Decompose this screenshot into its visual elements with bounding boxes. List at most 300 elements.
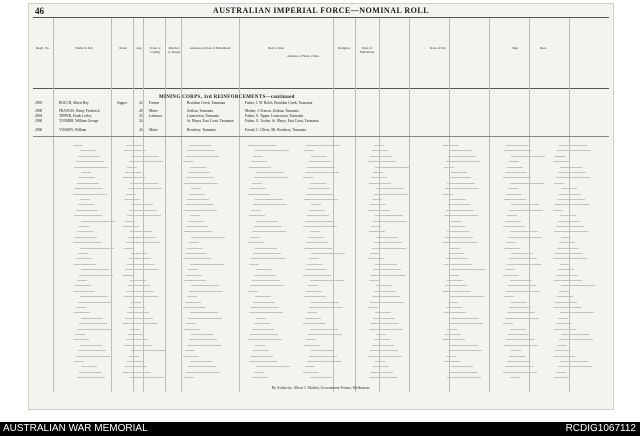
bleed-through-stroke bbox=[128, 334, 144, 335]
bleed-through-stroke bbox=[555, 253, 583, 254]
bleed-through-stroke bbox=[74, 361, 84, 362]
bleed-through-stroke bbox=[254, 372, 264, 373]
bleed-through-stroke bbox=[504, 150, 532, 151]
bleed-through-stroke bbox=[504, 248, 520, 249]
bleed-through-stroke bbox=[306, 194, 334, 195]
bleed-through-stroke bbox=[186, 372, 220, 373]
bleed-through-stroke bbox=[127, 361, 143, 362]
bleed-through-stroke bbox=[130, 329, 140, 330]
bleed-through-stroke bbox=[310, 377, 332, 378]
bleed-through-stroke bbox=[554, 377, 570, 378]
bleed-through-stroke bbox=[306, 242, 328, 243]
table-row bbox=[33, 101, 609, 105]
record-id: RCDIG1067112 bbox=[565, 423, 636, 434]
bleed-through-stroke bbox=[507, 215, 517, 216]
bleed-through-stroke bbox=[308, 285, 318, 286]
bleed-through-stroke bbox=[185, 253, 207, 254]
bleed-through-stroke bbox=[446, 210, 474, 211]
bleed-through-stroke bbox=[309, 356, 337, 357]
bleed-through-stroke bbox=[254, 275, 276, 276]
bleed-through-stroke bbox=[127, 312, 149, 313]
bleed-through-stroke bbox=[78, 204, 94, 205]
bleed-through-stroke bbox=[190, 361, 212, 362]
rank: Sapper bbox=[117, 101, 127, 105]
bleed-through-stroke bbox=[446, 356, 456, 357]
bleed-through-stroke bbox=[506, 242, 516, 243]
bleed-through-stroke bbox=[187, 296, 197, 297]
bleed-through-stroke bbox=[509, 356, 525, 357]
bleed-through-stroke bbox=[125, 366, 147, 367]
col-header-kin: Next of Kin bbox=[267, 46, 285, 50]
bleed-through-stroke bbox=[376, 237, 398, 238]
bleed-through-stroke bbox=[557, 150, 591, 151]
bleed-through-stroke bbox=[555, 302, 577, 303]
bleed-through-row bbox=[33, 257, 609, 260]
bleed-through-row bbox=[33, 241, 609, 244]
bleed-through-stroke bbox=[506, 291, 540, 292]
bleed-through-stroke bbox=[80, 150, 96, 151]
bleed-through-stroke bbox=[375, 167, 409, 168]
bleed-through-stroke bbox=[509, 307, 531, 308]
next-of-kin: Friend, C. Oliver, Mt. Rosebery, Tasmania bbox=[245, 128, 306, 132]
bleed-through-stroke bbox=[368, 161, 396, 162]
bleed-through-stroke bbox=[256, 366, 290, 367]
bleed-through-stroke bbox=[252, 280, 280, 281]
bleed-through-stroke bbox=[559, 242, 575, 243]
bleed-through-stroke bbox=[376, 188, 404, 189]
bleed-through-stroke bbox=[505, 269, 515, 270]
col-header-date: Date bbox=[539, 46, 547, 50]
section-heading: MINING CORPS, 3rd REINFORCEMENTS—continued bbox=[159, 95, 295, 100]
bleed-through-stroke bbox=[374, 291, 396, 292]
bleed-through-stroke bbox=[507, 167, 523, 168]
next-of-kin: Father, G. Tooher, St. Marys, East Coast, Tasmania bbox=[245, 119, 319, 123]
bleed-through-stroke bbox=[129, 356, 139, 357]
bleed-through-stroke bbox=[450, 150, 472, 151]
bleed-through-stroke bbox=[449, 372, 477, 373]
bleed-through-stroke bbox=[126, 242, 160, 243]
bleed-through-stroke bbox=[376, 334, 386, 335]
bleed-through-stroke bbox=[251, 258, 285, 259]
bleed-through-stroke bbox=[553, 258, 587, 259]
bleed-through-stroke bbox=[560, 215, 576, 216]
bleed-through-stroke bbox=[448, 253, 464, 254]
bleed-through-stroke bbox=[511, 204, 539, 205]
bleed-through-row bbox=[33, 203, 609, 206]
bleed-through-stroke bbox=[188, 172, 210, 173]
bleed-through-stroke bbox=[131, 253, 147, 254]
bleed-through-stroke bbox=[123, 177, 145, 178]
bleed-through-stroke bbox=[503, 275, 519, 276]
bleed-through-stroke bbox=[560, 167, 582, 168]
bleed-through-stroke bbox=[445, 334, 461, 335]
table-row bbox=[33, 119, 609, 123]
bleed-through-stroke bbox=[190, 167, 206, 168]
bleed-through-stroke bbox=[555, 156, 565, 157]
bleed-through-stroke bbox=[249, 264, 259, 265]
bleed-through-stroke bbox=[251, 356, 273, 357]
bleed-through-stroke bbox=[504, 296, 514, 297]
bleed-through-stroke bbox=[124, 150, 146, 151]
bleed-through-stroke bbox=[371, 177, 387, 178]
bleed-through-stroke bbox=[449, 226, 465, 227]
bleed-through-row bbox=[33, 322, 609, 325]
bleed-through-stroke bbox=[448, 302, 458, 303]
bleed-through-row bbox=[33, 236, 609, 239]
bleed-through-stroke bbox=[249, 312, 283, 313]
bleed-through-stroke bbox=[311, 302, 339, 303]
bleed-through-stroke bbox=[81, 172, 91, 173]
bleed-through-stroke bbox=[556, 177, 590, 178]
bleed-through-stroke bbox=[129, 161, 163, 162]
next-of-kin: Mother, J. Francis, Zeehan, Tasmania bbox=[245, 109, 299, 113]
bleed-through-stroke bbox=[369, 231, 385, 232]
bleed-through-stroke bbox=[443, 339, 465, 340]
bleed-through-row bbox=[33, 220, 609, 223]
bleed-through-stroke bbox=[446, 258, 468, 259]
bleed-through-stroke bbox=[129, 307, 145, 308]
col-header-no: Regtl. No. bbox=[35, 46, 51, 50]
col-header-name: Name in full bbox=[75, 46, 93, 50]
bleed-through-stroke bbox=[80, 345, 102, 346]
bleed-through-row bbox=[33, 209, 609, 212]
bleed-through-stroke bbox=[77, 329, 111, 330]
bleed-through-stroke bbox=[253, 156, 263, 157]
age: 23 bbox=[139, 114, 143, 118]
bleed-through-stroke bbox=[508, 188, 518, 189]
bleed-through-stroke bbox=[373, 269, 401, 270]
bleed-through-stroke bbox=[80, 199, 90, 200]
bleed-through-stroke bbox=[255, 199, 283, 200]
bleed-through-stroke bbox=[445, 285, 467, 286]
bleed-through-stroke bbox=[255, 296, 271, 297]
bleed-through-stroke bbox=[183, 356, 199, 357]
bleed-through-stroke bbox=[558, 221, 580, 222]
bleed-through-stroke bbox=[77, 183, 99, 184]
bleed-through-stroke bbox=[188, 318, 222, 319]
bleed-through-stroke bbox=[372, 296, 400, 297]
bleed-through-stroke bbox=[506, 339, 534, 340]
bleed-through-row bbox=[33, 295, 609, 298]
bleed-through-stroke bbox=[371, 372, 393, 373]
bleed-through-stroke bbox=[306, 339, 316, 340]
bleed-through-stroke bbox=[186, 226, 208, 227]
bleed-through-stroke bbox=[73, 242, 101, 243]
bleed-through-stroke bbox=[253, 204, 287, 205]
bleed-through-stroke bbox=[557, 199, 585, 200]
bleed-through-stroke bbox=[370, 204, 386, 205]
bleed-through-row bbox=[33, 214, 609, 217]
bleed-through-stroke bbox=[191, 334, 213, 335]
bleed-through-stroke bbox=[189, 291, 223, 292]
bleed-through-stroke bbox=[509, 258, 537, 259]
bleed-through-stroke bbox=[304, 199, 338, 200]
bleed-through-stroke bbox=[444, 312, 466, 313]
bleed-through-stroke bbox=[77, 231, 93, 232]
bleed-through-stroke bbox=[511, 350, 521, 351]
bleed-through-stroke bbox=[251, 161, 267, 162]
bleed-through-row bbox=[33, 328, 609, 331]
bleed-through-stroke bbox=[508, 285, 536, 286]
bleed-through-stroke bbox=[508, 237, 542, 238]
bleed-through-stroke bbox=[451, 172, 467, 173]
bleed-through-stroke bbox=[559, 145, 587, 146]
bleed-through-stroke bbox=[255, 345, 265, 346]
bleed-through-row bbox=[33, 155, 609, 158]
col-header-enlist: Date of Enlistment bbox=[359, 46, 375, 54]
bleed-through-stroke bbox=[368, 356, 402, 357]
bleed-through-stroke bbox=[307, 167, 335, 168]
bleed-through-stroke bbox=[444, 361, 460, 362]
bleed-through-stroke bbox=[255, 248, 277, 249]
bleed-through-stroke bbox=[370, 156, 392, 157]
bleed-through-row bbox=[33, 247, 609, 250]
bleed-through-stroke bbox=[190, 215, 200, 216]
bleed-through-stroke bbox=[509, 161, 519, 162]
bleed-through-stroke bbox=[374, 194, 408, 195]
bleed-through-stroke bbox=[186, 275, 202, 276]
bleed-through-stroke bbox=[451, 366, 473, 367]
column-headers bbox=[33, 18, 609, 88]
bleed-through-stroke bbox=[309, 258, 319, 259]
bleed-through-stroke bbox=[561, 237, 571, 238]
bleed-through-stroke bbox=[554, 280, 582, 281]
bleed-through-stroke bbox=[556, 323, 572, 324]
bleed-through-stroke bbox=[189, 194, 205, 195]
regtl-no: 2904 bbox=[35, 114, 43, 118]
bleed-through-stroke bbox=[249, 167, 271, 168]
bleed-through-stroke bbox=[248, 242, 264, 243]
bleed-through-stroke bbox=[131, 302, 141, 303]
bleed-through-stroke bbox=[251, 210, 261, 211]
bleed-through-stroke bbox=[81, 366, 97, 367]
bleed-through-stroke bbox=[124, 345, 152, 346]
bleed-through-stroke bbox=[558, 269, 574, 270]
bleed-through-row bbox=[33, 149, 609, 152]
bleed-through-stroke bbox=[131, 350, 165, 351]
bleed-through-stroke bbox=[254, 323, 270, 324]
bleed-through-stroke bbox=[306, 145, 340, 146]
bleed-through-stroke bbox=[511, 302, 527, 303]
bleed-through-stroke bbox=[79, 177, 95, 178]
bleed-through-stroke bbox=[308, 334, 342, 335]
bleed-through-stroke bbox=[183, 161, 193, 162]
bleed-through-stroke bbox=[443, 145, 459, 146]
bleed-through-stroke bbox=[130, 183, 158, 184]
bleed-through-stroke bbox=[447, 280, 463, 281]
bleed-through-row bbox=[33, 166, 609, 169]
bleed-through-stroke bbox=[505, 221, 521, 222]
bleed-through-stroke bbox=[185, 204, 213, 205]
bleed-through-stroke bbox=[448, 204, 470, 205]
bleed-through-stroke bbox=[372, 199, 382, 200]
bleed-through-stroke bbox=[307, 312, 317, 313]
bleed-through-stroke bbox=[446, 161, 480, 162]
bleed-through-stroke bbox=[503, 226, 525, 227]
bleed-through-stroke bbox=[369, 280, 379, 281]
bleed-through-stroke bbox=[125, 221, 135, 222]
bleed-through-stroke bbox=[252, 183, 262, 184]
regtl-no: 2960 bbox=[35, 119, 43, 123]
bleed-through-stroke bbox=[311, 253, 345, 254]
bleed-through-stroke bbox=[183, 307, 205, 308]
bleed-through-stroke bbox=[504, 199, 526, 200]
bleed-through-row bbox=[33, 301, 609, 304]
bleed-through-stroke bbox=[510, 377, 520, 378]
table-row bbox=[33, 128, 609, 132]
bleed-through-stroke bbox=[375, 264, 397, 265]
bleed-through-stroke bbox=[449, 275, 459, 276]
bleed-through-stroke bbox=[125, 172, 141, 173]
page-number: 46 bbox=[35, 6, 44, 16]
bleed-through-stroke bbox=[444, 215, 478, 216]
bleed-through-row bbox=[33, 290, 609, 293]
bleed-through-stroke bbox=[190, 264, 224, 265]
bleed-through-stroke bbox=[370, 350, 398, 351]
bleed-through-stroke bbox=[449, 323, 483, 324]
archive-footer-bar bbox=[0, 422, 640, 436]
address: Launceston, Tasmania bbox=[187, 114, 220, 118]
bleed-through-stroke bbox=[79, 323, 107, 324]
bleed-through-stroke bbox=[447, 377, 481, 378]
bleed-through-stroke bbox=[77, 377, 105, 378]
bleed-through-stroke bbox=[250, 334, 278, 335]
bleed-through-stroke bbox=[128, 285, 150, 286]
bleed-through-row bbox=[33, 344, 609, 347]
bleed-through-stroke bbox=[76, 307, 86, 308]
bleed-through-stroke bbox=[74, 264, 96, 265]
bleed-through-stroke bbox=[123, 275, 133, 276]
address: St. Marys, East Coast, Tasmania bbox=[187, 119, 234, 123]
bleed-through-stroke bbox=[561, 285, 595, 286]
bleed-through-stroke bbox=[510, 329, 526, 330]
bleed-through-stroke bbox=[75, 237, 97, 238]
bleed-through-stroke bbox=[368, 307, 378, 308]
bleed-through-stroke bbox=[303, 372, 319, 373]
next-of-kin: Father, J. W. Bolch, Brushbar Creek, Tasmania bbox=[245, 101, 313, 105]
bleed-through-stroke bbox=[256, 318, 266, 319]
roll-page bbox=[28, 3, 614, 410]
bleed-through-stroke bbox=[447, 183, 475, 184]
age: 28 bbox=[139, 109, 143, 113]
bleed-through-stroke bbox=[183, 258, 211, 259]
bleed-through-row bbox=[33, 333, 609, 336]
bleed-through-stroke bbox=[510, 183, 544, 184]
bleed-through-stroke bbox=[371, 226, 381, 227]
bleed-through-stroke bbox=[369, 377, 397, 378]
bleed-through-stroke bbox=[559, 339, 593, 340]
bleed-through-stroke bbox=[186, 177, 214, 178]
bleed-through-stroke bbox=[127, 215, 161, 216]
bleed-through-stroke bbox=[248, 291, 258, 292]
soldier-name: TIPPER, Frank Lesley bbox=[59, 114, 92, 118]
bleed-through-stroke bbox=[129, 210, 157, 211]
bleed-through-stroke bbox=[184, 280, 206, 281]
soldier-name: TOOHER, William George bbox=[59, 119, 99, 123]
bleed-through-stroke bbox=[128, 188, 162, 189]
bleed-through-stroke bbox=[304, 296, 326, 297]
bleed-through-stroke bbox=[445, 188, 479, 189]
regtl-no: 2960 bbox=[35, 128, 43, 132]
bleed-through-stroke bbox=[443, 291, 471, 292]
bleed-through-row bbox=[33, 317, 609, 320]
bleed-through-stroke bbox=[507, 312, 535, 313]
bleed-through-stroke bbox=[81, 221, 115, 222]
bleed-through-stroke bbox=[124, 248, 134, 249]
bleed-through-stroke bbox=[76, 356, 110, 357]
col-header-rank: Rank bbox=[119, 46, 127, 50]
bleed-through-row bbox=[33, 365, 609, 368]
bleed-through-stroke bbox=[255, 150, 289, 151]
bleed-through-stroke bbox=[309, 161, 331, 162]
bleed-through-stroke bbox=[252, 377, 268, 378]
bleed-through-stroke bbox=[79, 226, 89, 227]
bleed-through-stroke bbox=[451, 318, 479, 319]
bleed-through-stroke bbox=[557, 248, 579, 249]
bleed-through-stroke bbox=[368, 210, 390, 211]
bleed-through-stroke bbox=[372, 345, 394, 346]
bleed-through-stroke bbox=[507, 361, 529, 362]
bleed-through-row bbox=[33, 193, 609, 196]
bleed-through-stroke bbox=[249, 215, 265, 216]
bleed-through-stroke bbox=[249, 361, 277, 362]
bleed-through-stroke bbox=[191, 285, 219, 286]
page-title: AUSTRALIAN IMPERIAL FORCE—NOMINAL ROLL bbox=[212, 6, 430, 15]
bleed-through-stroke bbox=[187, 248, 203, 249]
regtl-no: 2908 bbox=[35, 109, 43, 113]
bleed-through-stroke bbox=[307, 361, 341, 362]
header-bottom-rule bbox=[33, 88, 609, 89]
table-row bbox=[33, 109, 609, 113]
bleed-through-stroke bbox=[553, 307, 581, 308]
bleed-through-stroke bbox=[74, 167, 108, 168]
bleed-through-stroke bbox=[556, 275, 578, 276]
bleed-through-row bbox=[33, 230, 609, 233]
soldier-name: BOLCH, Albert Roy bbox=[59, 101, 89, 105]
bleed-through-stroke bbox=[447, 329, 457, 330]
bleed-through-stroke bbox=[373, 318, 395, 319]
bleed-through-stroke bbox=[506, 194, 522, 195]
bleed-through-stroke bbox=[251, 307, 279, 308]
bleed-through-row bbox=[33, 182, 609, 185]
bleed-through-row bbox=[33, 338, 609, 341]
bleed-through-stroke bbox=[185, 350, 195, 351]
bleed-through-stroke bbox=[75, 285, 91, 286]
address: Zeehan, Tasmania bbox=[187, 109, 214, 113]
bleed-through-row bbox=[33, 274, 609, 277]
bleed-through-stroke bbox=[125, 318, 153, 319]
bleed-through-stroke bbox=[553, 356, 575, 357]
authority-line: By Authority: Albert J. Mullett, Government Printer, Melbourne. bbox=[271, 386, 371, 390]
bleed-through-stroke bbox=[560, 264, 570, 265]
bleed-through-stroke bbox=[307, 264, 323, 265]
bleed-through-stroke bbox=[311, 156, 327, 157]
soldier-name: FRANCIS, Henry Frederick bbox=[59, 109, 100, 113]
bleed-through-stroke bbox=[123, 372, 151, 373]
bleed-through-stroke bbox=[505, 366, 533, 367]
bleed-through-stroke bbox=[505, 172, 527, 173]
bleed-through-row bbox=[33, 198, 609, 201]
bleed-through-stroke bbox=[445, 237, 473, 238]
bleed-through-stroke bbox=[73, 145, 83, 146]
entries-rule bbox=[33, 136, 609, 137]
bleed-through-row bbox=[33, 187, 609, 190]
bleed-through-stroke bbox=[187, 199, 209, 200]
address: Rosebery, Tasmania bbox=[187, 128, 216, 132]
bleed-through-stroke bbox=[309, 210, 325, 211]
bleed-through-stroke bbox=[128, 237, 156, 238]
bleed-through-stroke bbox=[374, 242, 402, 243]
